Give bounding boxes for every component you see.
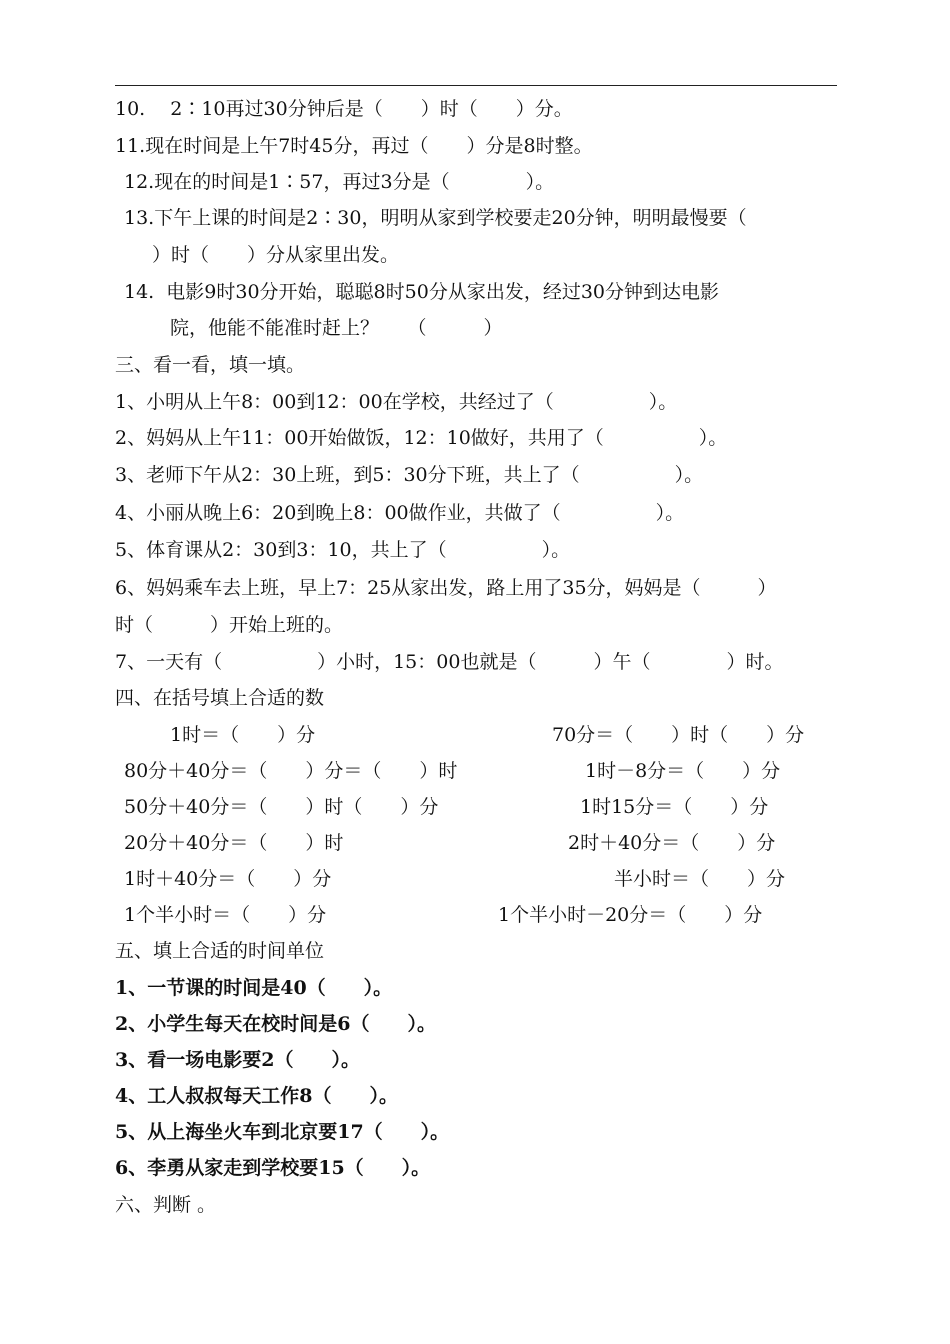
section-3-item-6-continued: 时（ ）开始上班的。 [115, 614, 344, 636]
fill-number-5-right: 半小时＝（ ）分 [614, 868, 786, 890]
fill-number-3-left: 50分＋40分＝（ ）时（ ）分 [124, 796, 439, 818]
question-10: 10. 2∶10再过30分钟后是（ ）时（ ）分。 [115, 98, 573, 120]
section-3-item-2: 2、妈妈从上午11：00开始做饭，12：10做好，共用了（ ）。 [115, 427, 728, 449]
section-3-item-7: 7、一天有（ ）小时，15：00也就是（ ）午（ ）时。 [115, 651, 784, 673]
fill-number-5-left: 1时＋40分＝（ ）分 [124, 868, 332, 890]
question-14: 14. 电影9时30分开始，聪聪8时50分从家出发，经过30分钟到达电影 [124, 281, 720, 303]
fill-number-3-right: 1时15分＝（ ）分 [580, 796, 769, 818]
section-3-item-1: 1、小明从上午8：00到12：00在学校，共经过了（ ）。 [115, 391, 678, 413]
section-3-item-4: 4、小丽从晚上6：20到晚上8：00做作业，共做了（ ）。 [115, 502, 685, 524]
top-divider-line [115, 85, 837, 86]
section-5-item-3: 3、看一场电影要2（ ）。 [115, 1049, 360, 1071]
fill-number-6-right: 1个半小时－20分＝（ ）分 [498, 904, 763, 926]
fill-number-4-left: 20分＋40分＝（ ）时 [124, 832, 344, 854]
fill-number-2-left: 80分＋40分＝（ ）分＝（ ）时 [124, 760, 458, 782]
section-5-item-4: 4、工人叔叔每天工作8（ ）。 [115, 1085, 398, 1107]
section-5-item-6: 6、李勇从家走到学校要15（ ）。 [115, 1157, 431, 1179]
section-6-heading: 六、判断 。 [115, 1194, 217, 1216]
question-11: 11.现在时间是上午7时45分，再过（ ）分是8时整。 [115, 135, 593, 157]
section-4-heading: 四、在括号填上合适的数 [115, 687, 325, 709]
fill-number-2-right: 1时－8分＝（ ）分 [585, 760, 781, 782]
section-5-heading: 五、填上合适的时间单位 [115, 940, 325, 962]
question-12: 12.现在的时间是1∶57，再过3分是（ ）。 [124, 171, 555, 193]
section-3-item-5: 5、体育课从2：30到3：10，共上了（ ）。 [115, 539, 571, 561]
question-13: 13.下午上课的时间是2∶30，明明从家到学校要走20分钟，明明最慢要（ [124, 207, 747, 229]
question-14-continued: 院，他能不能准时赶上？ （ ） [170, 317, 503, 339]
fill-number-6-left: 1个半小时＝（ ）分 [124, 904, 327, 926]
section-5-item-1: 1、一节课的时间是40（ ）。 [115, 977, 393, 999]
fill-number-1-right: 70分＝（ ）时（ ）分 [552, 724, 805, 746]
section-5-item-5: 5、从上海坐火车到北京要17（ ）。 [115, 1121, 450, 1143]
fill-number-4-right: 2时＋40分＝（ ）分 [568, 832, 776, 854]
section-5-item-2: 2、小学生每天在校时间是6（ ）。 [115, 1013, 436, 1035]
question-13-continued: ）时（ ）分从家里出发。 [152, 244, 400, 266]
fill-number-1-left: 1时＝（ ）分 [170, 724, 316, 746]
section-3-heading: 三、看一看，填一填。 [115, 354, 306, 376]
section-3-item-3: 3、老师下午从2：30上班，到5：30分下班，共上了（ ）。 [115, 464, 704, 486]
section-3-item-6: 6、妈妈乘车去上班，早上7：25从家出发，路上用了35分，妈妈是（ ） [115, 577, 777, 599]
